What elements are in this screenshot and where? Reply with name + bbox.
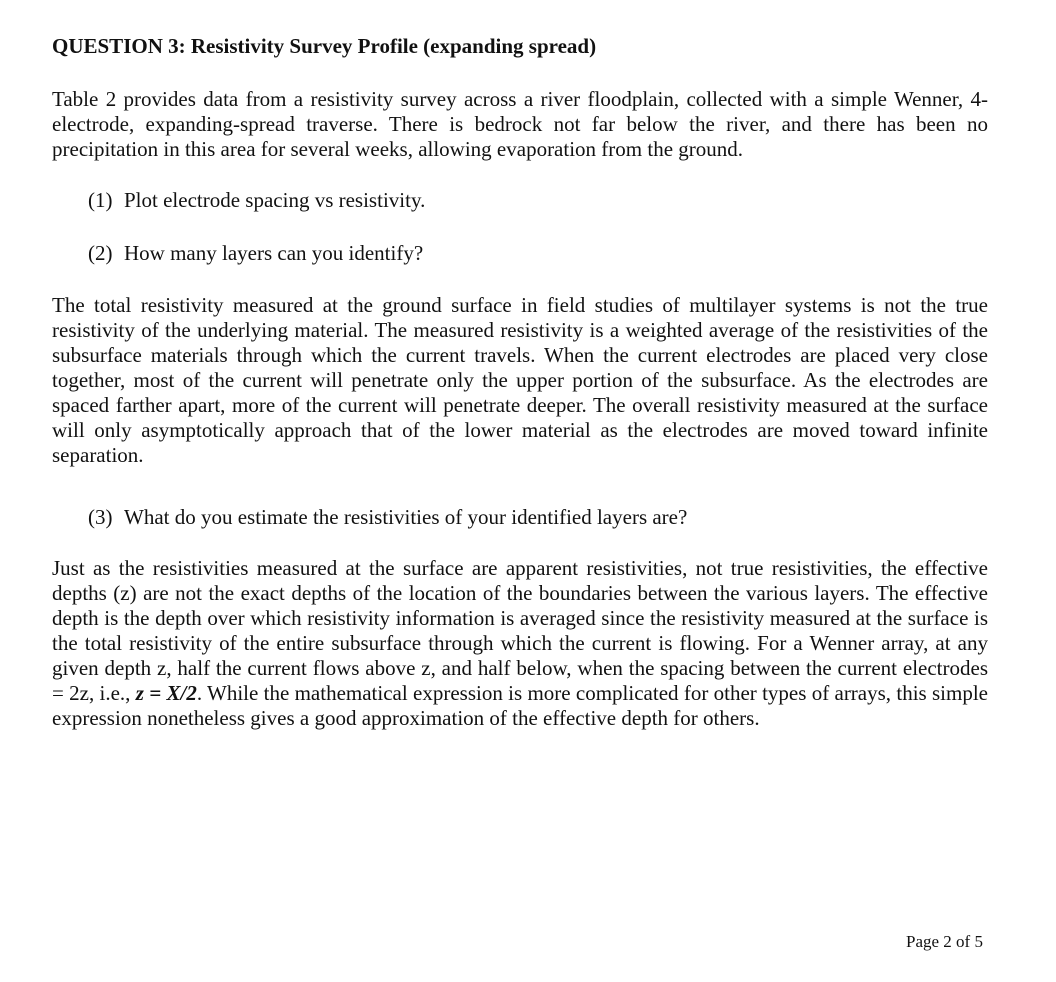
- question-item-1: [88, 188, 425, 213]
- item-text: How many layers can you identify?: [124, 241, 424, 265]
- question-item-3: [88, 505, 687, 530]
- item-number: (1): [88, 188, 113, 212]
- page-number: Page 2 of 5: [906, 932, 983, 951]
- question-item-2: [88, 241, 423, 266]
- item-text: Plot electrode spacing vs resistivity.: [124, 188, 426, 212]
- item-text: What do you estimate the resistivities of your identified layers are?: [124, 505, 688, 529]
- question-heading: Resistivity Survey Profile (expanding spread): [190, 34, 597, 58]
- effective-depth-paragraph: [52, 556, 988, 731]
- paragraph-text-after: . While the mathematical expression is more complicated for other types of arrays, this simple expression nonetheless gives a good approximation of the effective depth for others.: [52, 681, 988, 730]
- paragraph-text-before: Just as the resistivities measured at the surface are apparent resistivities, not true resistivities, the effective depths (z) are not the exact depths of the location of the boundaries between the various layers. The effective depth is the depth over which resistivity information is averaged since the resistivity measured at the surface is the total resistivity of the entire subsurface through which the current is flowing. For a Wenner array, at any given depth z, half the current flows above z, and half below, when the spacing between the current electrodes = 2z, i.e.,: [52, 556, 988, 705]
- resistivity-paragraph: The total resistivity measured at the ground surface in field studies of multilayer systems is not the true resistivity of the underlying material. The measured resistivity is a weighted average of the resistivities of the subsurface materials through which the current travels. When the current electrodes are placed very close together, most of the current will penetrate only the upper portion of the subsurface. As the electrodes are spaced farther apart, more of the current will penetrate deeper. The overall resistivity measured at the surface will only asymptotically approach that of the lower material as the electrodes are moved toward infinite separation.: [52, 293, 988, 467]
- question-title: [52, 34, 596, 59]
- item-number: (2): [88, 241, 113, 265]
- depth-formula: z = X/2: [135, 681, 197, 705]
- intro-paragraph: Table 2 provides data from a resistivity survey across a river floodplain, collected with a simple Wenner, 4-electrode, expanding-spread traverse. There is bedrock not far below the river, and there has been no precipitation in this area for several weeks, allowing evaporation from the ground.: [52, 87, 988, 161]
- question-number: QUESTION 3:: [52, 34, 191, 58]
- item-number: (3): [88, 505, 113, 529]
